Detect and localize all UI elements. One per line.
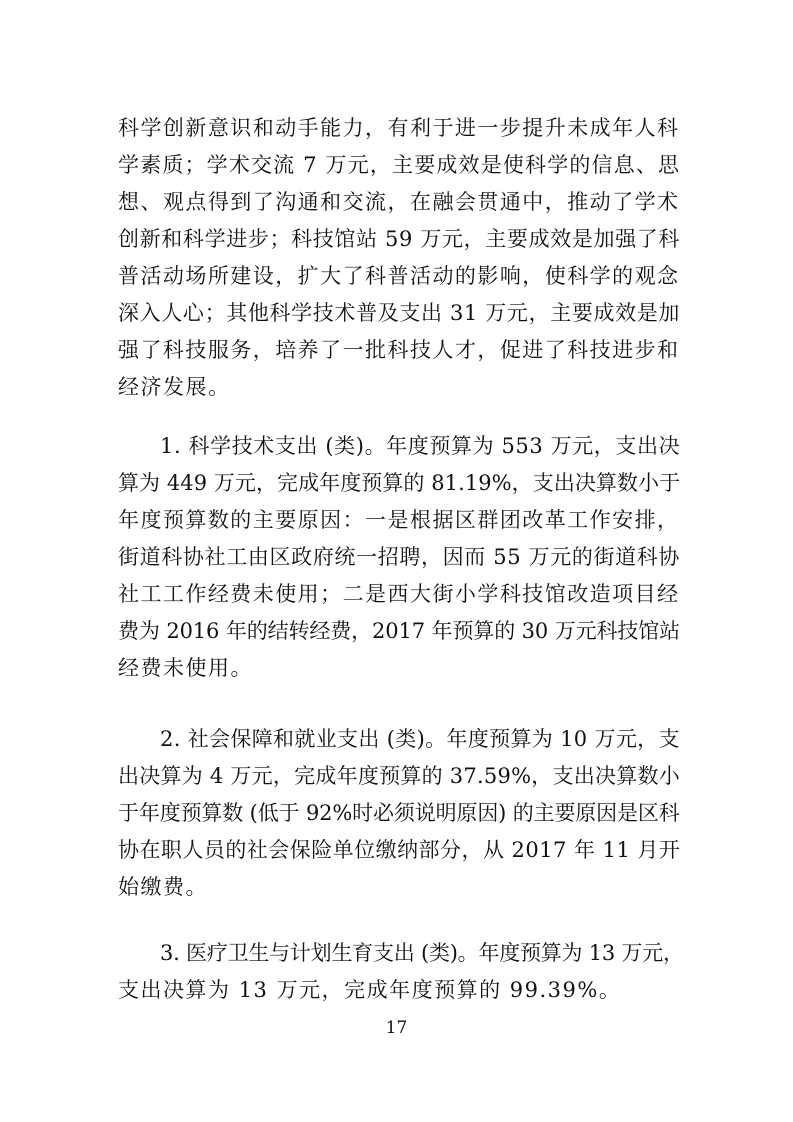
text-line: 深入人心；其他科学技术普及支出 31 万元，主要成效是加 [118,301,681,325]
text-line: 出决算为 4 万元，完成年度预算的 37.59%，支出决算数小 [118,764,680,788]
text-line: 算为 449 万元，完成年度预算的 81.19%，支出决算数小于 [118,471,681,495]
text-line: 想、观点得到了沟通和交流，在融会贯通中，推动了学术 [118,190,680,214]
page-number: 17 [385,1018,408,1038]
text-line: 于年度预算数 (低于 92%时必须说明原因) 的主要原因是区科 [118,801,680,825]
text-line: 3. 医疗卫生与计划生育支出 (类)。年度预算为 13 万元， [160,941,684,965]
text-line: 支出决算为 13 万元，完成年度预算的 99.39%。 [118,978,622,1002]
text-line: 协在职人员的社会保险单位缴纳部分，从 2017 年 11 月开 [118,838,681,862]
text-line: 费为 2016 年的结转经费，2017 年预算的 30 万元科技馆站 [118,619,680,643]
text-line: 创新和科学进步；科技馆站 59 万元，主要成效是加强了科 [118,227,681,251]
text-line: 经费未使用。 [118,656,253,680]
text-line: 街道科协社工由区政府统一招聘，因而 55 万元的街道科协 [118,545,681,569]
text-line: 普活动场所建设，扩大了科普活动的影响，使科学的观念 [118,264,680,288]
text-line: 学素质；学术交流 7 万元，主要成效是使科学的信息、思 [118,153,681,177]
text-line: 经济发展。 [118,375,231,399]
text-line: 1. 科学技术支出 (类)。年度预算为 553 万元，支出决 [160,434,681,458]
text-line: 始缴费。 [118,875,208,899]
text-line: 强了科技服务，培养了一批科技人才，促进了科技进步和 [118,338,680,362]
text-line: 社工工作经费未使用；二是西大街小学科技馆改造项目经 [118,582,680,606]
text-line: 2. 社会保障和就业支出 (类)。年度预算为 10 万元，支 [160,727,680,751]
text-line: 年度预算数的主要原因：一是根据区群团改革工作安排， [118,508,680,532]
text-line: 科学创新意识和动手能力，有利于进一步提升未成年人科 [118,116,680,140]
